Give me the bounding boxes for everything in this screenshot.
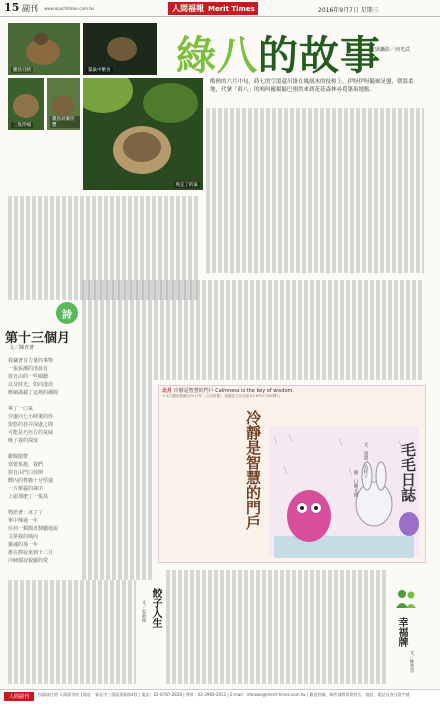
cartoon-note: ＊本文圖和插圖自2017年《文房四寶》 繪圖及文化出版 02-6707709(轉7): [162, 394, 280, 398]
title-dark-part: 的故事: [258, 33, 381, 79]
cartoon-headline: 冷靜是智慧的門戶: [173, 388, 214, 394]
masthead-title: 人間福報: [172, 4, 204, 13]
photo-caption: 築巢中餵食: [88, 68, 111, 73]
photo-caption: 飛走了的巢: [175, 183, 198, 188]
poem-line: 冷硬僵寂貌顯的愛: [8, 558, 49, 564]
poem-line: 辭閱閣帶: [8, 454, 29, 460]
happiness-title: 幸福牌: [396, 617, 407, 647]
photo-caption: 雛鳥羽翼待豐: [50, 116, 80, 128]
masthead-english: Merit Times: [208, 4, 255, 13]
poem-line: 窗自由的一些閱聽: [8, 374, 49, 380]
happiness-author: 文／林秀容: [409, 650, 414, 673]
dumpling-author: 文／吳新偉: [141, 600, 146, 623]
poem-line: 可能是巧色方的氣味: [8, 430, 54, 436]
poem-author: 文／陳青著: [9, 345, 35, 351]
dumpling-title: 餃子人生: [150, 588, 161, 628]
photo-4: [47, 78, 80, 130]
body-text-feature: [206, 108, 424, 273]
cartoon-calligraphy: 冷靜是智慧的門戶: [244, 410, 262, 530]
feature-lead: 酷熱的六月中旬，蒔七的空溫還吊掛在鳳凰木的枝椏上，伊呀伊呀隨風晃盪，朝溫柔地，代號「蒔八」的鳴叫羅揚隨巴翔然來到花花森林尋覓築巢地點。: [210, 79, 414, 93]
body-text-mid: [82, 280, 422, 380]
poem-line: 以及時光，如同淺淡: [8, 382, 54, 388]
section-label: 副刊: [22, 4, 38, 13]
issue-date: 2016年9月7日 星期三: [318, 7, 379, 14]
poem-line: 一片塵霾的歲序: [8, 486, 44, 492]
cartoon-illustrator: 圖．口雕文理: [353, 470, 358, 497]
poem-line: 單中傳過一年: [8, 518, 39, 524]
poem-line: 壓縮滿載了這裡的潮間: [8, 390, 59, 396]
cartoon-header: [162, 387, 294, 394]
cartoon-headline-en: Calmness is the key of wisdom.: [215, 388, 294, 394]
photo-1: [8, 23, 80, 75]
header-url: www.epochtimes.com.tw: [44, 6, 94, 11]
masthead-logo: [168, 2, 258, 15]
poem-line: 窗悠的巷弄深處之間: [8, 422, 54, 428]
poem-line: 我竊著有力量的事物: [8, 358, 54, 364]
feature-byline: 文與攝影／何光武: [370, 47, 411, 53]
poem-body: [0, 358, 78, 583]
poem-line: 寒蕾篤抱，我們: [8, 462, 44, 468]
poem-line: 窗自由門口放開: [8, 470, 44, 476]
photo-caption: 雛鳥目睛: [13, 68, 31, 73]
poem-line: 畢了一口氣: [8, 406, 34, 412]
poem-line: 任何一類簡直隸屬地說: [8, 526, 59, 532]
footer-badge: 人間副刊: [4, 692, 34, 701]
body-text-dumpling: [8, 580, 136, 684]
cartoon-title: 毛毛日誌: [399, 442, 417, 502]
poem-line: 上頭那麼丁一隻鳥: [8, 494, 49, 500]
poem-line: 旁盪向七小時後的你: [8, 414, 54, 420]
photo-2: [83, 23, 157, 75]
photo-caption: 三隻待哺: [13, 123, 31, 128]
cartoon-author: 文．漫畫／吳梓子: [363, 442, 368, 478]
title-green-part: 綠八: [176, 33, 258, 79]
poem-title: 第十三個月: [5, 331, 71, 346]
poem-line: 物語著：冰了了: [8, 510, 44, 516]
body-text-lower-left: [82, 380, 154, 580]
poem-line: 一張張潮的清晨有: [8, 366, 49, 372]
feature-title: [176, 24, 381, 81]
poem-line: 晚了我的探度: [8, 438, 39, 444]
photo-3: [8, 78, 44, 130]
cartoon-tag: 北月: [162, 388, 173, 394]
footer-text: 投稿請注明 人間副刊收 | 地址：新北市三重區重新路4段 | 電話：02-8787-2828 | 傳真：02-2960-2011 | E-mail：mtnews@merit-times.com.tw | 歡迎投稿，稿件請附真實姓名、地址、電話及身分證字號: [38, 692, 410, 697]
poem-line: 體內的脊髓十分堅強: [8, 478, 54, 484]
poem-line: 文夢我的風向: [8, 534, 39, 540]
people-icon: [394, 588, 418, 610]
page-number: 15: [4, 1, 20, 14]
poem-badge-icon: 詩: [56, 302, 78, 324]
poem-line: 靈魂的那一年: [8, 542, 39, 548]
body-text-happiness: [166, 570, 388, 684]
photo-5-large: [83, 78, 203, 190]
poem-line: 誰在靜寂來到十二月: [8, 550, 54, 556]
